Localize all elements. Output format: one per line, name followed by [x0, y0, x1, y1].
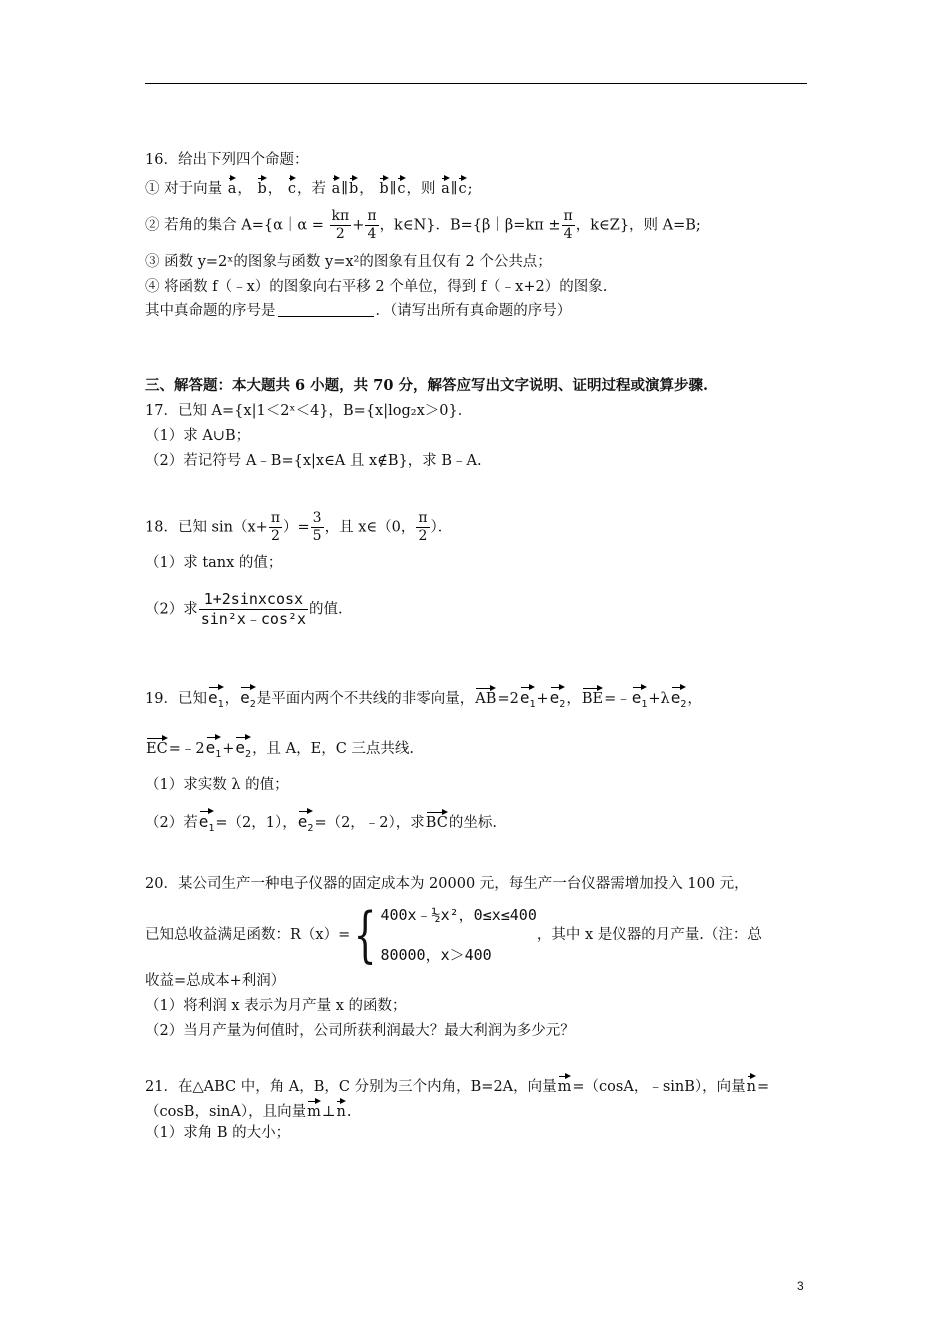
parallel-symbol: ∥ [341, 181, 348, 197]
denominator: 4 [563, 226, 573, 242]
q16-p1-text-c: ，则 [406, 181, 436, 197]
vector-letter: e [235, 738, 246, 757]
vector-e2 [298, 808, 314, 836]
q21-line1 [145, 1073, 769, 1097]
vector-letter: e [297, 812, 308, 831]
q21-p1-text: （1）求角 B 的大小； [145, 1125, 291, 1141]
comma: ， [237, 181, 252, 197]
q16-p1-text: ① 对于向量 [145, 181, 223, 197]
denominator: 5 [312, 528, 322, 544]
vector-BE: BE [582, 685, 603, 706]
fraction-pi-over-4 [562, 208, 575, 243]
vector-a: a [228, 175, 237, 196]
q19-text-l2: =﹣2 [168, 741, 205, 757]
q18-stem [145, 510, 452, 545]
section-3-text: 三、解答题：本大题共 6 小题，共 70 分，解答应写出文字说明、证明过程或演算步骤. [145, 377, 709, 394]
q18-part2 [145, 590, 343, 629]
vector-AB: AB [475, 685, 496, 706]
q16-title [145, 150, 308, 170]
fraction-3-over-5 [311, 510, 324, 545]
q20-part1 [145, 996, 407, 1016]
comma: ， [224, 691, 240, 707]
q18-stem-text: 18．已知 sin（x+ [145, 519, 268, 536]
q21-text-l2: （cosB，sinA），且向量 [145, 1104, 307, 1120]
vector-e2 [240, 684, 256, 712]
subscript: 2 [680, 699, 687, 711]
denominator: sin²x﹣cos²x [200, 610, 307, 628]
q19-p2-text-b: =（2，1）， [215, 815, 297, 831]
q16-p1-text-b: ，若 [297, 181, 327, 197]
vector-e1 [632, 684, 648, 712]
section-3-heading [145, 376, 708, 396]
denominator: 2 [418, 528, 428, 544]
vector-letter: e [205, 738, 216, 757]
q19-line2 [145, 734, 414, 762]
q19-text-c: =2 [497, 691, 519, 707]
vector-e1 [520, 684, 536, 712]
plus-sign: + [222, 741, 235, 757]
vector-m: m [558, 1073, 572, 1094]
q19-text-e: =﹣ [604, 691, 631, 707]
vector-letter: e [549, 688, 560, 707]
subscript: 2 [559, 699, 566, 711]
numerator: π [563, 208, 573, 224]
numerator: 1+2sinxcosx [199, 590, 308, 610]
vector-BC: BC [426, 809, 448, 830]
q17-stem-text: 17．已知 A={x|1＜2ˣ＜4}，B={x|log₂x＞0}． [145, 403, 473, 419]
vector-letter: e [519, 688, 530, 707]
vector-c: c [397, 175, 405, 196]
vector-e2 [671, 684, 687, 712]
vector-n: n [747, 1073, 756, 1094]
q19-text: 19．已知 [145, 691, 207, 707]
q19-p1-text: （1）求实数 λ 的值； [145, 777, 289, 793]
denominator: 4 [367, 226, 377, 242]
numerator: π [367, 208, 377, 224]
subscript: 1 [217, 699, 224, 711]
q18-part1 [145, 553, 282, 573]
vector-b: b [257, 175, 266, 196]
comma: ， [267, 181, 283, 197]
vector-b: b [349, 175, 358, 196]
perpendicular-symbol: ⊥ [321, 1104, 336, 1120]
page-number: 3 [797, 1279, 804, 1293]
q18-stem-text-c: ，且 x∈（0， [324, 519, 416, 536]
subscript: 1 [215, 749, 222, 761]
vector-letter: e [240, 688, 250, 707]
q16-p2-text: ② 若角的集合 A={α｜α = [145, 217, 324, 234]
q16-ask-text: 其中真命题的序号是 [145, 303, 276, 319]
q19-p2-text: （2）若 [145, 815, 198, 831]
q16-prop1: ① 对于向量 a， b， c，若 a∥b， b∥c，则 a∥c; [145, 175, 473, 199]
q19-text-b: 是平面内两个不共线的非零向量， [256, 691, 475, 707]
q19-text-l2b: ，且 A，E，C 三点共线. [252, 741, 415, 757]
q19-part1 [145, 775, 289, 795]
q17-p1-text: （1）求 A∪B； [145, 428, 251, 444]
vector-letter: e [631, 688, 642, 707]
q16-prop2 [145, 208, 701, 243]
fraction-expression [199, 590, 308, 629]
case-2: 80000，x＞400 [380, 946, 492, 964]
q21-part1 [145, 1123, 290, 1143]
plus-sign: + [536, 691, 549, 707]
q20-line1 [145, 874, 749, 894]
q19-p2-text-c: =（2，﹣2），求 [314, 815, 425, 831]
vector-n: n [336, 1098, 345, 1119]
subscript: 1 [208, 823, 215, 835]
fraction-pi-over-2 [416, 510, 429, 545]
answer-blank[interactable] [278, 302, 374, 317]
denominator: 2 [335, 226, 345, 242]
vector-e1 [206, 734, 222, 762]
q16-ask-text-b: ．（请写出所有真命题的序号） [375, 303, 572, 319]
vector-e2 [235, 734, 251, 762]
numerator: π [418, 510, 428, 526]
vector-c: c [288, 175, 296, 196]
q20-line2 [145, 895, 762, 975]
vector-b: b [379, 175, 388, 196]
subscript: 1 [641, 699, 648, 711]
left-brace: { [353, 900, 377, 970]
fraction-pi-over-4 [365, 208, 378, 243]
q16-p3-text: ③ 函数 y=2ˣ的图象与函数 y=x²的图象有且仅有 2 个公共点； [145, 254, 552, 270]
vector-letter: e [207, 688, 218, 707]
vector-m: m [307, 1098, 321, 1119]
q16-title-text: 16．给出下列四个命题： [145, 152, 309, 168]
q17-part1 [145, 426, 250, 446]
comma: ， [359, 181, 374, 197]
vector-e1 [208, 684, 224, 712]
fraction-kpi-over-2 [330, 208, 352, 243]
q17-p2-text: （2）若记符号 A﹣B={x|x∈A 且 x∉B}，求 B﹣A. [145, 453, 482, 469]
comma: ， [687, 691, 702, 707]
q21-text-c: = [757, 1079, 770, 1095]
q18-stem-text-b: ）= [283, 519, 310, 536]
q19-p2-text-d: 的坐标. [448, 815, 497, 831]
denominator: 2 [270, 528, 280, 544]
q18-p1-text: （1）求 tanx 的值； [145, 555, 283, 571]
q20-p1-text: （1）将利润 x 表示为月产量 x 的函数； [145, 998, 407, 1014]
q19-text-f: +λ [648, 691, 670, 707]
q20-part2 [145, 1021, 575, 1041]
q20-text-l2b: ，其中 x 是仪器的月产量.（注：总 [536, 927, 762, 943]
subscript: 2 [249, 699, 256, 711]
q20-text-l3: 收益=总成本+利润） [145, 973, 286, 989]
q19-text-d: ， [566, 691, 581, 707]
fraction-pi-over-2 [269, 510, 282, 545]
piecewise-cases [380, 895, 536, 975]
q20-p2-text: （2）当月产量为何值时，公司所获利润最大？最大利润为多少元？ [145, 1023, 575, 1039]
vector-a: a [441, 175, 450, 196]
q21-text: 21．在△ABC 中，角 A，B，C 分别为三个内角，B=2A，向量 [145, 1079, 557, 1095]
vector-e1 [199, 808, 215, 836]
plus-sign: + [352, 217, 365, 234]
q18-p2-text: （2）求 [145, 601, 198, 618]
vector-letter: e [670, 688, 681, 707]
subscript: 2 [307, 823, 314, 835]
q16-p2-text-c: ，k∈Z}，则 A=B; [575, 217, 701, 234]
q19-line1 [145, 684, 702, 712]
q19-part2 [145, 808, 497, 836]
header-rule [145, 83, 807, 84]
vector-a: a [332, 175, 341, 196]
q17-stem [145, 401, 472, 421]
q18-p2-text-b: 的值. [309, 601, 343, 618]
vector-letter: e [198, 812, 209, 831]
q16-p4-text: ④ 将函数 f（﹣x）的图象向右平移 2 个单位，得到 f（﹣x+2）的图象. [145, 279, 608, 295]
q20-line3 [145, 971, 285, 991]
q16-ask [145, 301, 571, 321]
q21-text-b: =（cosA，﹣sinB），向量 [572, 1079, 746, 1095]
q17-part2 [145, 451, 482, 471]
numerator: kπ [331, 208, 350, 224]
parallel-symbol: ∥ [450, 181, 458, 197]
q16-prop3 [145, 252, 552, 272]
q21-line2 [145, 1098, 351, 1122]
q16-prop4 [145, 277, 607, 297]
subscript: 2 [245, 749, 252, 761]
subscript: 1 [529, 699, 536, 711]
vector-e2 [550, 684, 566, 712]
q20-text: 20．某公司生产一种电子仪器的固定成本为 20000 元，每生产一台仪器需增加投入 100 元， [145, 876, 749, 892]
q18-stem-text-d: ）． [430, 519, 453, 536]
case-1: 400x﹣½x²，0≤x≤400 [380, 906, 537, 924]
q20-text-l2: 已知总收益满足函数：R（x）= [145, 927, 351, 943]
q16-p2-text-b: ，k∈N}．B={β｜β=kπ ± [379, 217, 561, 234]
q21-text-l2c: . [346, 1104, 352, 1120]
parallel-symbol: ∥ [389, 181, 397, 197]
vector-c: c [458, 175, 466, 196]
numerator: π [270, 510, 281, 526]
numerator: 3 [312, 510, 322, 526]
vector-EC: EC [146, 735, 168, 756]
